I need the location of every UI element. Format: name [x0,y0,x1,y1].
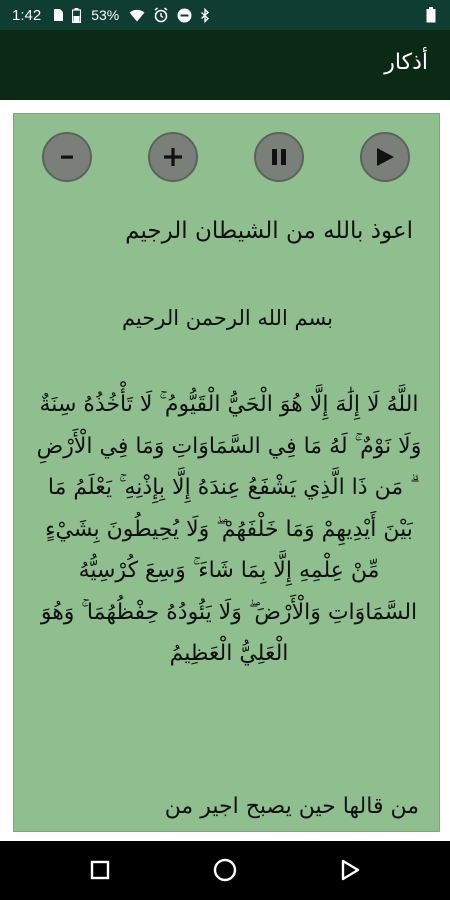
sim-icon [53,8,64,22]
zoom-out-icon [57,147,77,167]
basmala-text: بسم الله الرحمن الرحيم [121,306,334,330]
pause-icon [268,146,290,168]
status-bar [0,0,450,30]
home-icon [213,858,237,882]
back-icon [339,859,361,881]
app-bar [0,30,450,100]
recents-icon [90,860,110,880]
zoom-in-icon [162,146,184,168]
back-button[interactable] [335,855,365,885]
reading-panel[interactable] [13,113,440,832]
battery-right-icon [426,7,436,23]
battery-icon [72,8,81,23]
play-icon [374,146,396,168]
ayat-al-kursi-text: اللَّهُ لَا إِلَٰهَ إِلَّا هُوَ الْحَيُّ الْقَيُّومُ ۚ لَا تَأْخُذُهُ سِنَةٌ وَلَا نَوْمٌ ۚ لَهُ مَا فِي السَّمَاوَاتِ وَمَا فِي الْأَرْضِ ۗ مَن ذَا الَّذِي يَشْفَعُ عِندَهُ إِلَّا بِإِذْنِهِ ۚ يَعْلَمُ مَا بَيْنَ أَيْدِيهِمْ وَمَا خَلْفَهُمْ ۖ وَلَا يُحِيطُونَ بِشَيْءٍ مِّنْ عِلْمِهِ إِلَّا بِمَا شَاءَ ۚ وَسِعَ كُرْسِيُّهُ السَّمَاوَاتِ وَالْأَرْضَ ۖ وَلَا يَئُودُهُ حِفْظُهُمَا ۚ وَهُوَ الْعَلِيُّ الْعَظِيمُ [36,392,422,666]
zoom-out-button[interactable] [42,132,92,182]
home-button[interactable] [210,855,240,885]
recents-button[interactable] [85,855,115,885]
status-time: 1:42 [12,6,42,24]
zoom-in-button[interactable] [148,132,198,182]
dnd-icon [177,8,192,23]
play-button[interactable] [360,132,410,182]
wifi-icon [129,9,145,22]
alarm-icon [153,7,169,23]
page-title: أذكار [384,50,428,75]
battery-percent: 53% [91,7,120,23]
next-dhikr-text: من قالها حين يصبح اجير من [164,794,419,819]
isti-adha-text: اعوذ بالله من الشيطان الرجيم [125,218,413,244]
pause-button[interactable] [254,132,304,182]
bluetooth-icon [200,8,210,23]
navigation-bar [0,841,450,900]
